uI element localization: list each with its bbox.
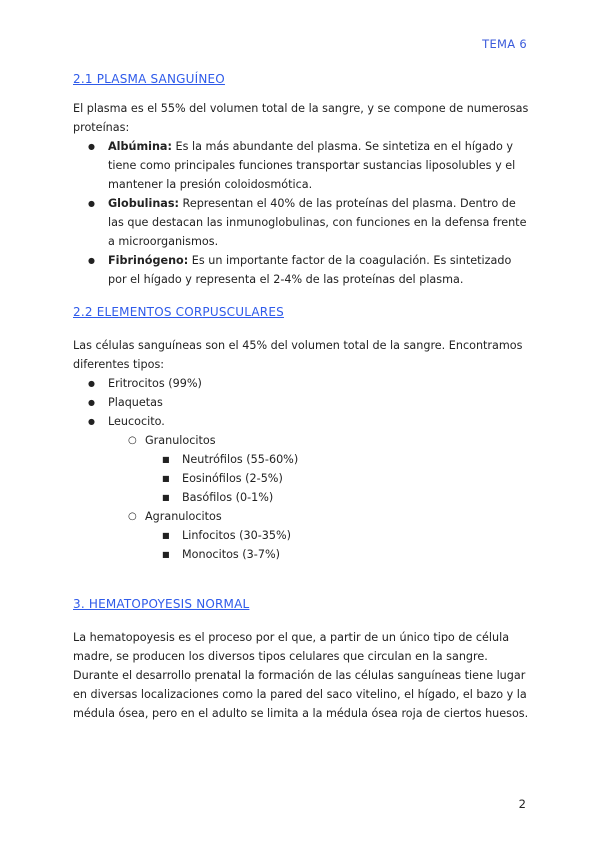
elements-intro: Las células sanguíneas son el 45% del volumen total de la sangre. Encontramos diferentes tipos: <box>73 339 523 371</box>
list-item-albumina <box>73 137 533 194</box>
cell-type-list <box>73 374 533 431</box>
list-item-basofilos: ■ Basófilos (0-1%) <box>73 488 533 507</box>
list-item-agranulocitos: ○ Agranulocitos <box>73 507 533 526</box>
list-item-neutrofilos: ■ Neutrófilos (55-60%) <box>73 450 533 469</box>
header-tag: TEMA 6 <box>482 37 527 51</box>
page-number: 2 <box>518 797 526 811</box>
hematopoyesis-text: La hematopoyesis es el proceso por el que, a partir de un único tipo de célula madre, se producen los diversos tipos celulares que circulan en la sangre. Durante el desarrollo prenatal la formación de las células sanguíneas tiene lugar en diversas localizaciones como la pared del saco vitelino, el hígado, el bazo y la médula ósea, pero en el adulto se limita a la médula ósea roja de ciertos huesos. <box>73 631 529 720</box>
list-item-linfocitos: ■ Linfocitos (30-35%) <box>73 526 533 545</box>
term-globulinas: Globulinas: <box>108 197 179 210</box>
text-albumina: Es la más abundante del plasma. Se sintetiza en el hígado y tiene como principales funciones transportar sustancias liposolubles y el mantener la presión coloidosmótica. <box>108 140 516 191</box>
text-globulinas: Representan el 40% de las proteínas del plasma. Dentro de las que destacan las inmunoglobulinas, con funciones en la defensa frente a microorganismos. <box>108 197 527 248</box>
list-item-granulocitos: ○ Granulocitos <box>73 431 533 450</box>
granulocitos-sublist <box>73 450 533 507</box>
plasma-intro: El plasma es el 55% del volumen total de la sangre, y se compone de numerosas proteínas: <box>73 102 529 134</box>
heading-hematopoyesis[interactable]: 3. HEMATOPOYESIS NORMAL <box>73 597 250 611</box>
agranulocitos-sublist <box>73 526 533 564</box>
leucocito-sublist <box>73 431 533 450</box>
term-fibrinogeno: Fibrinógeno: <box>108 254 189 267</box>
list-item-fibrinogeno <box>73 251 533 289</box>
text-fibrinogeno: Es un importante factor de la coagulación. Es sintetizado por el hígado y representa el 2-4% de las proteínas del plasma. <box>108 254 512 286</box>
list-item-plaquetas: ● Plaquetas <box>73 393 533 412</box>
document-content <box>73 70 533 723</box>
heading-plasma[interactable]: 2.1 PLASMA SANGUÍNEO <box>73 72 225 86</box>
plasma-protein-list <box>73 137 533 289</box>
list-item-monocitos: ■ Monocitos (3-7%) <box>73 545 533 564</box>
heading-elementos[interactable]: 2.2 ELEMENTOS CORPUSCULARES <box>73 305 284 319</box>
list-item-eosinofilos: ■ Eosinófilos (2-5%) <box>73 469 533 488</box>
list-item-eritrocitos: ● Eritrocitos (99%) <box>73 374 533 393</box>
term-albumina: Albúmina: <box>108 140 172 153</box>
list-item-leucocito: ● Leucocito. <box>73 412 533 431</box>
list-item-globulinas <box>73 194 533 251</box>
leucocito-sublist-2 <box>73 507 533 526</box>
